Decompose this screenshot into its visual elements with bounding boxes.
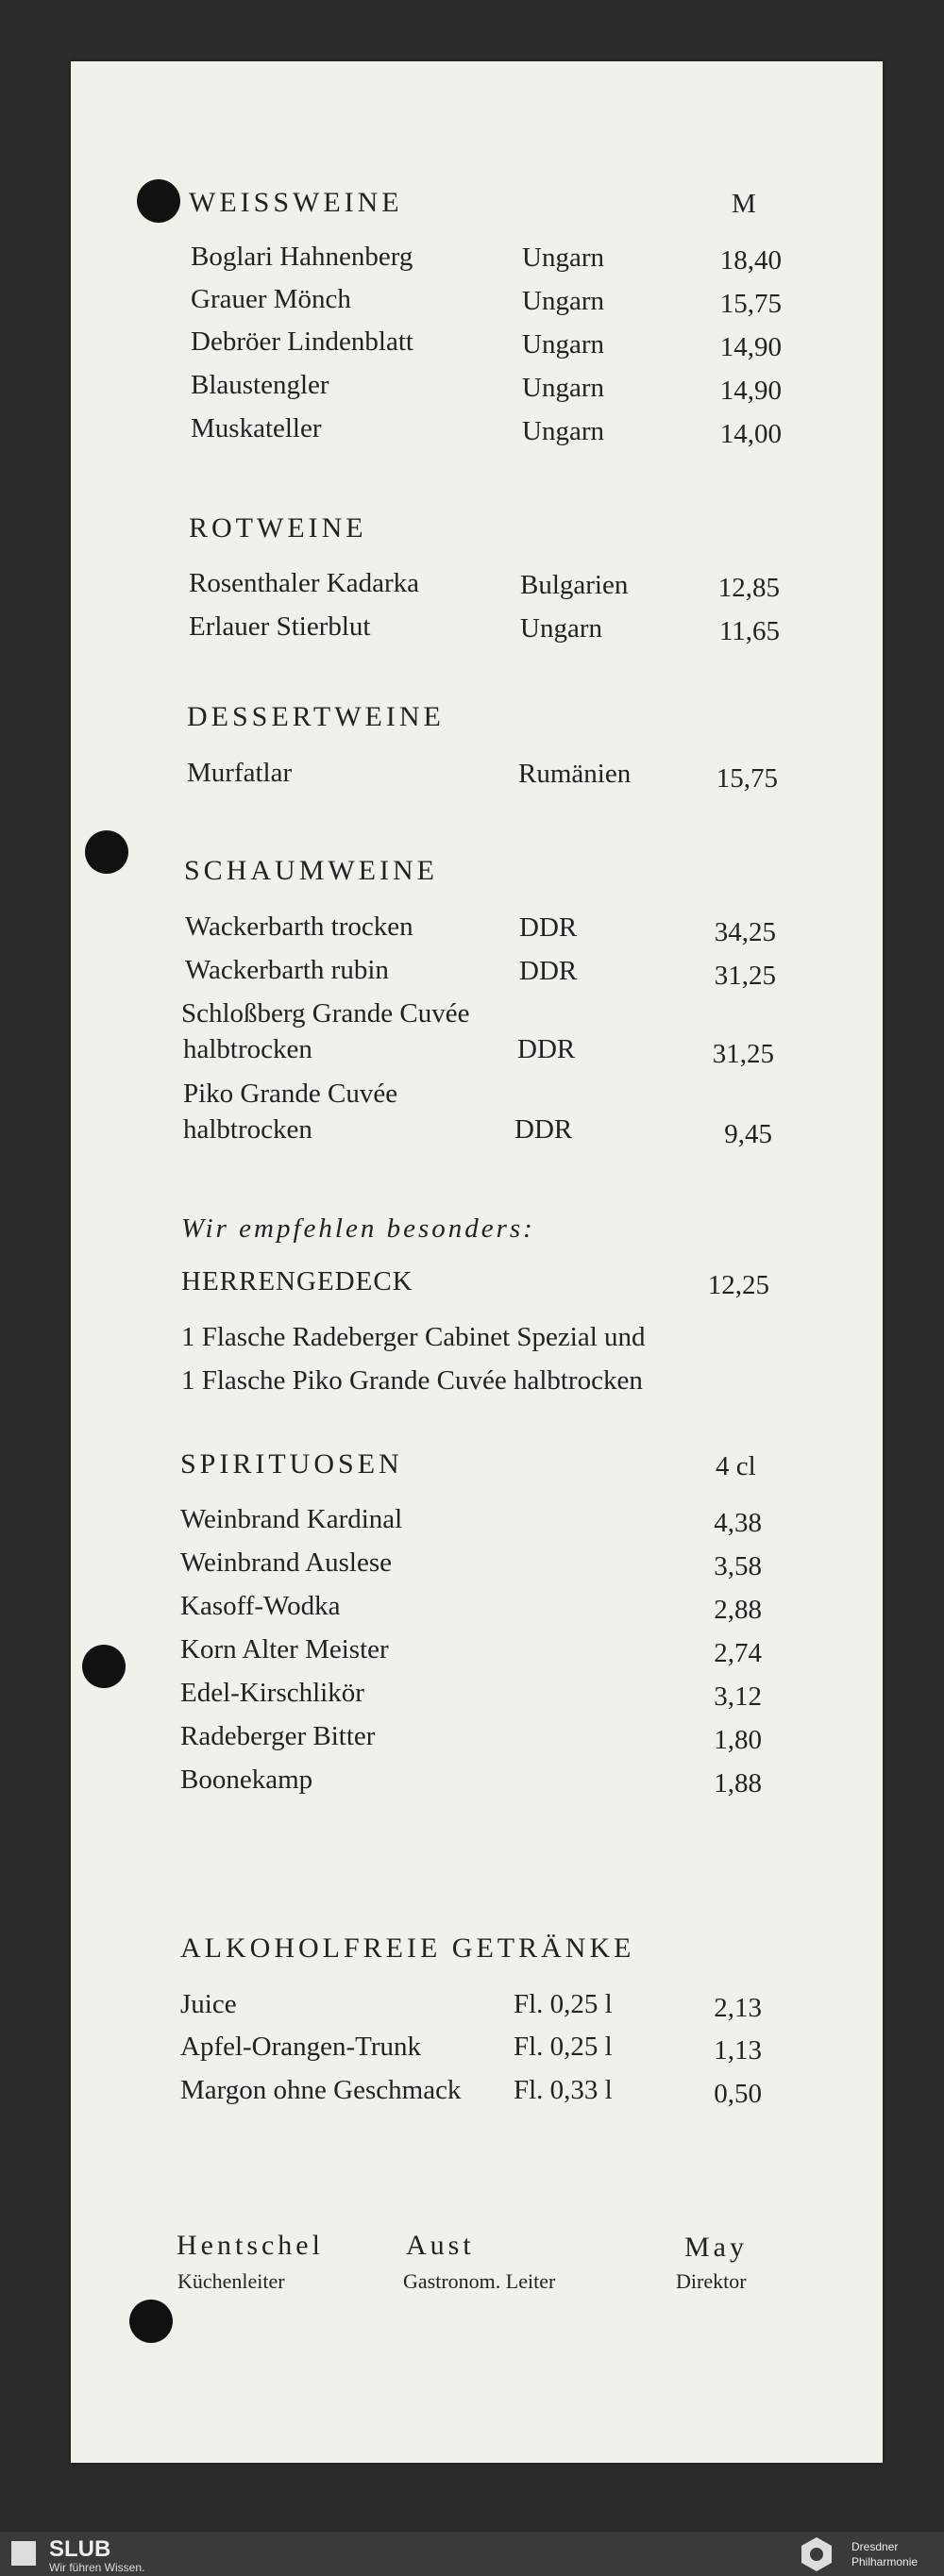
philharmonie-logo-icon xyxy=(798,2535,835,2573)
wine-price: 15,75 xyxy=(716,763,778,794)
wine-origin: DDR xyxy=(514,1114,573,1145)
wine-name: Rosenthaler Kadarka xyxy=(189,568,419,598)
wine-name: Piko Grande Cuvée xyxy=(183,1079,398,1109)
wine-origin: Ungarn xyxy=(522,329,604,360)
wine-origin: Ungarn xyxy=(522,416,604,446)
drink-name: Margon ohne Geschmack xyxy=(180,2075,462,2105)
wine-price: 9,45 xyxy=(724,1119,772,1149)
footer-partner-line: Dresdner xyxy=(851,2540,899,2553)
unit-label: 4 cl xyxy=(716,1451,756,1481)
signature-role: Gastronom. Leiter xyxy=(403,2269,556,2293)
wine-name: Murfatlar xyxy=(187,758,293,788)
herrengedeck-price: 12,25 xyxy=(707,1270,769,1300)
drink-price: 1,13 xyxy=(714,2035,762,2066)
spirit-name: Radeberger Bitter xyxy=(180,1721,376,1751)
currency-label: M xyxy=(732,189,756,219)
drink-name: Apfel-Orangen-Trunk xyxy=(180,2032,422,2062)
wine-name: Grauer Mönch xyxy=(191,284,351,314)
section-heading-rotweine: ROTWEINE xyxy=(189,512,367,544)
spirit-name: Kasoff-Wodka xyxy=(180,1591,341,1621)
wine-name: Erlauer Stierblut xyxy=(189,611,371,642)
punch-hole xyxy=(82,1645,126,1688)
punch-hole xyxy=(129,2300,173,2343)
spirit-price: 1,88 xyxy=(714,1768,762,1798)
wine-origin: DDR xyxy=(517,1034,576,1064)
wine-origin: Ungarn xyxy=(520,613,602,644)
spirit-price: 2,88 xyxy=(714,1595,762,1625)
wine-price: 15,75 xyxy=(719,289,782,319)
herrengedeck-title: HERRENGEDECK xyxy=(181,1266,413,1296)
signature-name: Aust xyxy=(406,2230,475,2261)
drink-price: 2,13 xyxy=(714,1993,762,2023)
spirit-price: 2,74 xyxy=(714,1638,762,1668)
footer-bar xyxy=(0,2532,944,2576)
wine-name: Debröer Lindenblatt xyxy=(191,326,413,357)
section-heading-dessertweine: DESSERTWEINE xyxy=(187,701,445,732)
wine-price: 14,90 xyxy=(719,332,782,362)
spirit-name: Boonekamp xyxy=(180,1765,313,1795)
slub-logo-icon xyxy=(11,2541,36,2566)
wine-price: 14,00 xyxy=(719,419,782,449)
footer-partner-line: Philharmonie xyxy=(851,2555,919,2568)
wine-price: 34,25 xyxy=(714,917,776,947)
footer-brand[interactable]: SLUB xyxy=(49,2536,111,2562)
drink-name: Juice xyxy=(180,1989,237,2019)
recommendation-intro: Wir empfehlen besonders: xyxy=(181,1213,535,1244)
wine-name: Schloßberg Grande Cuvée xyxy=(181,998,470,1029)
menu-sheet xyxy=(71,61,883,2463)
herrengedeck-line: 1 Flasche Piko Grande Cuvée halbtrocken xyxy=(181,1365,643,1396)
signature-role: Direktor xyxy=(676,2269,747,2293)
section-heading-alkoholfrei: ALKOHOLFREIE GETRÄNKE xyxy=(180,1932,635,1964)
wine-origin: DDR xyxy=(519,956,578,986)
wine-price: 31,25 xyxy=(712,1039,774,1069)
wine-price: 11,65 xyxy=(718,616,780,646)
spirit-price: 1,80 xyxy=(714,1725,762,1755)
signature-name: May xyxy=(684,2232,748,2263)
wine-name: Blaustengler xyxy=(191,370,329,400)
signature-role: Küchenleiter xyxy=(177,2269,285,2293)
section-heading-schaumweine: SCHAUMWEINE xyxy=(184,855,438,886)
wine-origin: Ungarn xyxy=(522,243,604,273)
wine-price: 31,25 xyxy=(714,961,776,991)
spirit-name: Weinbrand Auslese xyxy=(180,1547,392,1578)
spirit-name: Weinbrand Kardinal xyxy=(180,1504,403,1534)
spirit-name: Korn Alter Meister xyxy=(180,1634,389,1664)
wine-name: Boglari Hahnenberg xyxy=(191,242,413,272)
spirit-name: Edel-Kirschlikör xyxy=(180,1678,364,1708)
wine-origin: Ungarn xyxy=(522,373,604,403)
drink-size: Fl. 0,25 l xyxy=(514,1989,613,2019)
wine-origin: Rumänien xyxy=(518,759,632,789)
wine-name-cont: halbtrocken xyxy=(183,1034,312,1064)
spirit-price: 4,38 xyxy=(714,1508,762,1538)
footer-tagline: Wir führen Wissen. xyxy=(49,2561,145,2574)
punch-hole xyxy=(85,830,128,874)
punch-hole xyxy=(137,179,180,223)
wine-origin: Bulgarien xyxy=(520,570,629,600)
wine-name: Wackerbarth trocken xyxy=(185,912,413,942)
wine-origin: DDR xyxy=(519,912,578,943)
spirit-price: 3,12 xyxy=(714,1681,762,1712)
drink-size: Fl. 0,25 l xyxy=(514,2032,613,2062)
wine-price: 18,40 xyxy=(719,245,782,276)
wine-name: Muskateller xyxy=(191,413,322,443)
drink-size: Fl. 0,33 l xyxy=(514,2075,613,2105)
section-heading-weissweine: WEISSWEINE xyxy=(189,187,403,218)
signature-name: Hentschel xyxy=(177,2230,324,2261)
wine-origin: Ungarn xyxy=(522,286,604,316)
wine-name: Wackerbarth rubin xyxy=(185,955,389,985)
wine-price: 14,90 xyxy=(719,376,782,406)
herrengedeck-line: 1 Flasche Radeberger Cabinet Spezial und xyxy=(181,1322,646,1352)
wine-name-cont: halbtrocken xyxy=(183,1114,312,1145)
section-heading-spirituosen: SPIRITUOSEN xyxy=(180,1448,403,1480)
spirit-price: 3,58 xyxy=(714,1551,762,1581)
wine-price: 12,85 xyxy=(717,573,780,603)
drink-price: 0,50 xyxy=(714,2079,762,2109)
